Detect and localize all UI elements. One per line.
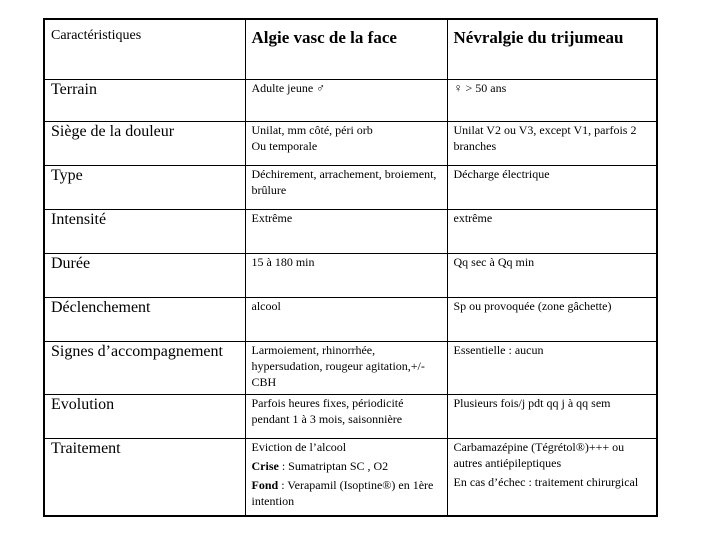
row-label-declenchement: Déclenchement bbox=[44, 298, 245, 342]
cell-trigeminal-traitement bbox=[447, 439, 657, 517]
cell-text: Déchirement, arrachement, broiement, brûlure bbox=[251, 167, 437, 197]
cell-cluster-duree bbox=[245, 254, 447, 298]
cell-text: Parfois heures fixes, périodicité pendant 1 à 3 mois, saisonnière bbox=[251, 396, 404, 426]
cell-trigeminal-type bbox=[447, 166, 657, 210]
treatment-crise-label: Crise bbox=[251, 459, 279, 473]
row-label-duree: Durée bbox=[44, 254, 245, 298]
treatment-second-line: En cas d’échec : traitement chirurgical bbox=[453, 475, 639, 489]
header-row bbox=[44, 19, 657, 80]
header-characteristics: Caractéristiques bbox=[44, 19, 245, 80]
table-row bbox=[44, 298, 657, 342]
cell-text: Qq sec à Qq min bbox=[453, 255, 535, 269]
row-label-evolution: Evolution bbox=[44, 395, 245, 439]
table-row bbox=[44, 439, 657, 517]
table-row bbox=[44, 254, 657, 298]
cell-text: Sp ou provoquée (zone gâchette) bbox=[453, 299, 612, 313]
cell-text: alcool bbox=[251, 299, 281, 313]
cell-cluster-terrain bbox=[245, 80, 447, 122]
cell-text: Adulte jeune ♂ bbox=[251, 81, 326, 95]
row-label-intensite: Intensité bbox=[44, 210, 245, 254]
cell-trigeminal-declenchement bbox=[447, 298, 657, 342]
row-label-signes: Signes d’accompagnement bbox=[44, 342, 245, 395]
cell-text: Unilat V2 ou V3, except V1, parfois 2 branches bbox=[453, 123, 637, 153]
cell-text: Ou temporale bbox=[251, 139, 318, 153]
table-row bbox=[44, 342, 657, 395]
cell-text: 15 à 180 min bbox=[251, 255, 315, 269]
treatment-eviction: Eviction de l’alcool bbox=[251, 440, 347, 454]
treatment-fond bbox=[252, 477, 441, 509]
cell-trigeminal-terrain bbox=[447, 80, 657, 122]
cell-cluster-traitement bbox=[245, 439, 447, 517]
cell-text: Décharge électrique bbox=[453, 167, 550, 181]
treatment-crise bbox=[252, 458, 441, 474]
cell-text: Larmoiement, rhinorrhée, hypersudation, rougeur agitation,+/- CBH bbox=[251, 343, 425, 389]
cell-trigeminal-evolution bbox=[447, 395, 657, 439]
cell-cluster-intensite bbox=[245, 210, 447, 254]
cell-cluster-type bbox=[245, 166, 447, 210]
row-label-traitement: Traitement bbox=[44, 439, 245, 517]
cell-text: ♀ > 50 ans bbox=[453, 81, 507, 95]
treatment-first-line: Carbamazépine (Tégrétol®)+++ ou autres antiépileptiques bbox=[453, 440, 625, 470]
cell-text: Extrême bbox=[251, 211, 293, 225]
table-row bbox=[44, 395, 657, 439]
header-cluster-headache: Algie vasc de la face bbox=[245, 19, 447, 80]
row-label-terrain: Terrain bbox=[44, 80, 245, 122]
cell-text: Essentielle : aucun bbox=[453, 343, 544, 357]
treatment-fond-text: : Verapamil (Isoptine®) en 1ère intention bbox=[251, 478, 434, 508]
comparison-table bbox=[43, 18, 658, 517]
table-row bbox=[44, 80, 657, 122]
treatment-crise-text: : Sumatriptan SC , O2 bbox=[278, 459, 389, 473]
cell-text: Plusieurs fois/j pdt qq j à qq sem bbox=[453, 396, 611, 410]
cell-trigeminal-siege bbox=[447, 122, 657, 166]
table-row bbox=[44, 210, 657, 254]
cell-cluster-siege bbox=[245, 122, 447, 166]
cell-cluster-evolution bbox=[245, 395, 447, 439]
row-label-type: Type bbox=[44, 166, 245, 210]
table-row bbox=[44, 122, 657, 166]
cell-text: Unilat, mm côté, péri orb bbox=[251, 123, 373, 137]
row-label-siege: Siège de la douleur bbox=[44, 122, 245, 166]
cell-cluster-signes bbox=[245, 342, 447, 395]
cell-trigeminal-signes bbox=[447, 342, 657, 395]
cell-trigeminal-intensite bbox=[447, 210, 657, 254]
cell-trigeminal-duree bbox=[447, 254, 657, 298]
treatment-fond-label: Fond bbox=[251, 478, 279, 492]
table-row bbox=[44, 166, 657, 210]
cell-cluster-declenchement bbox=[245, 298, 447, 342]
cell-text: extrême bbox=[453, 211, 493, 225]
header-trigeminal-neuralgia: Névralgie du trijumeau bbox=[447, 19, 657, 80]
